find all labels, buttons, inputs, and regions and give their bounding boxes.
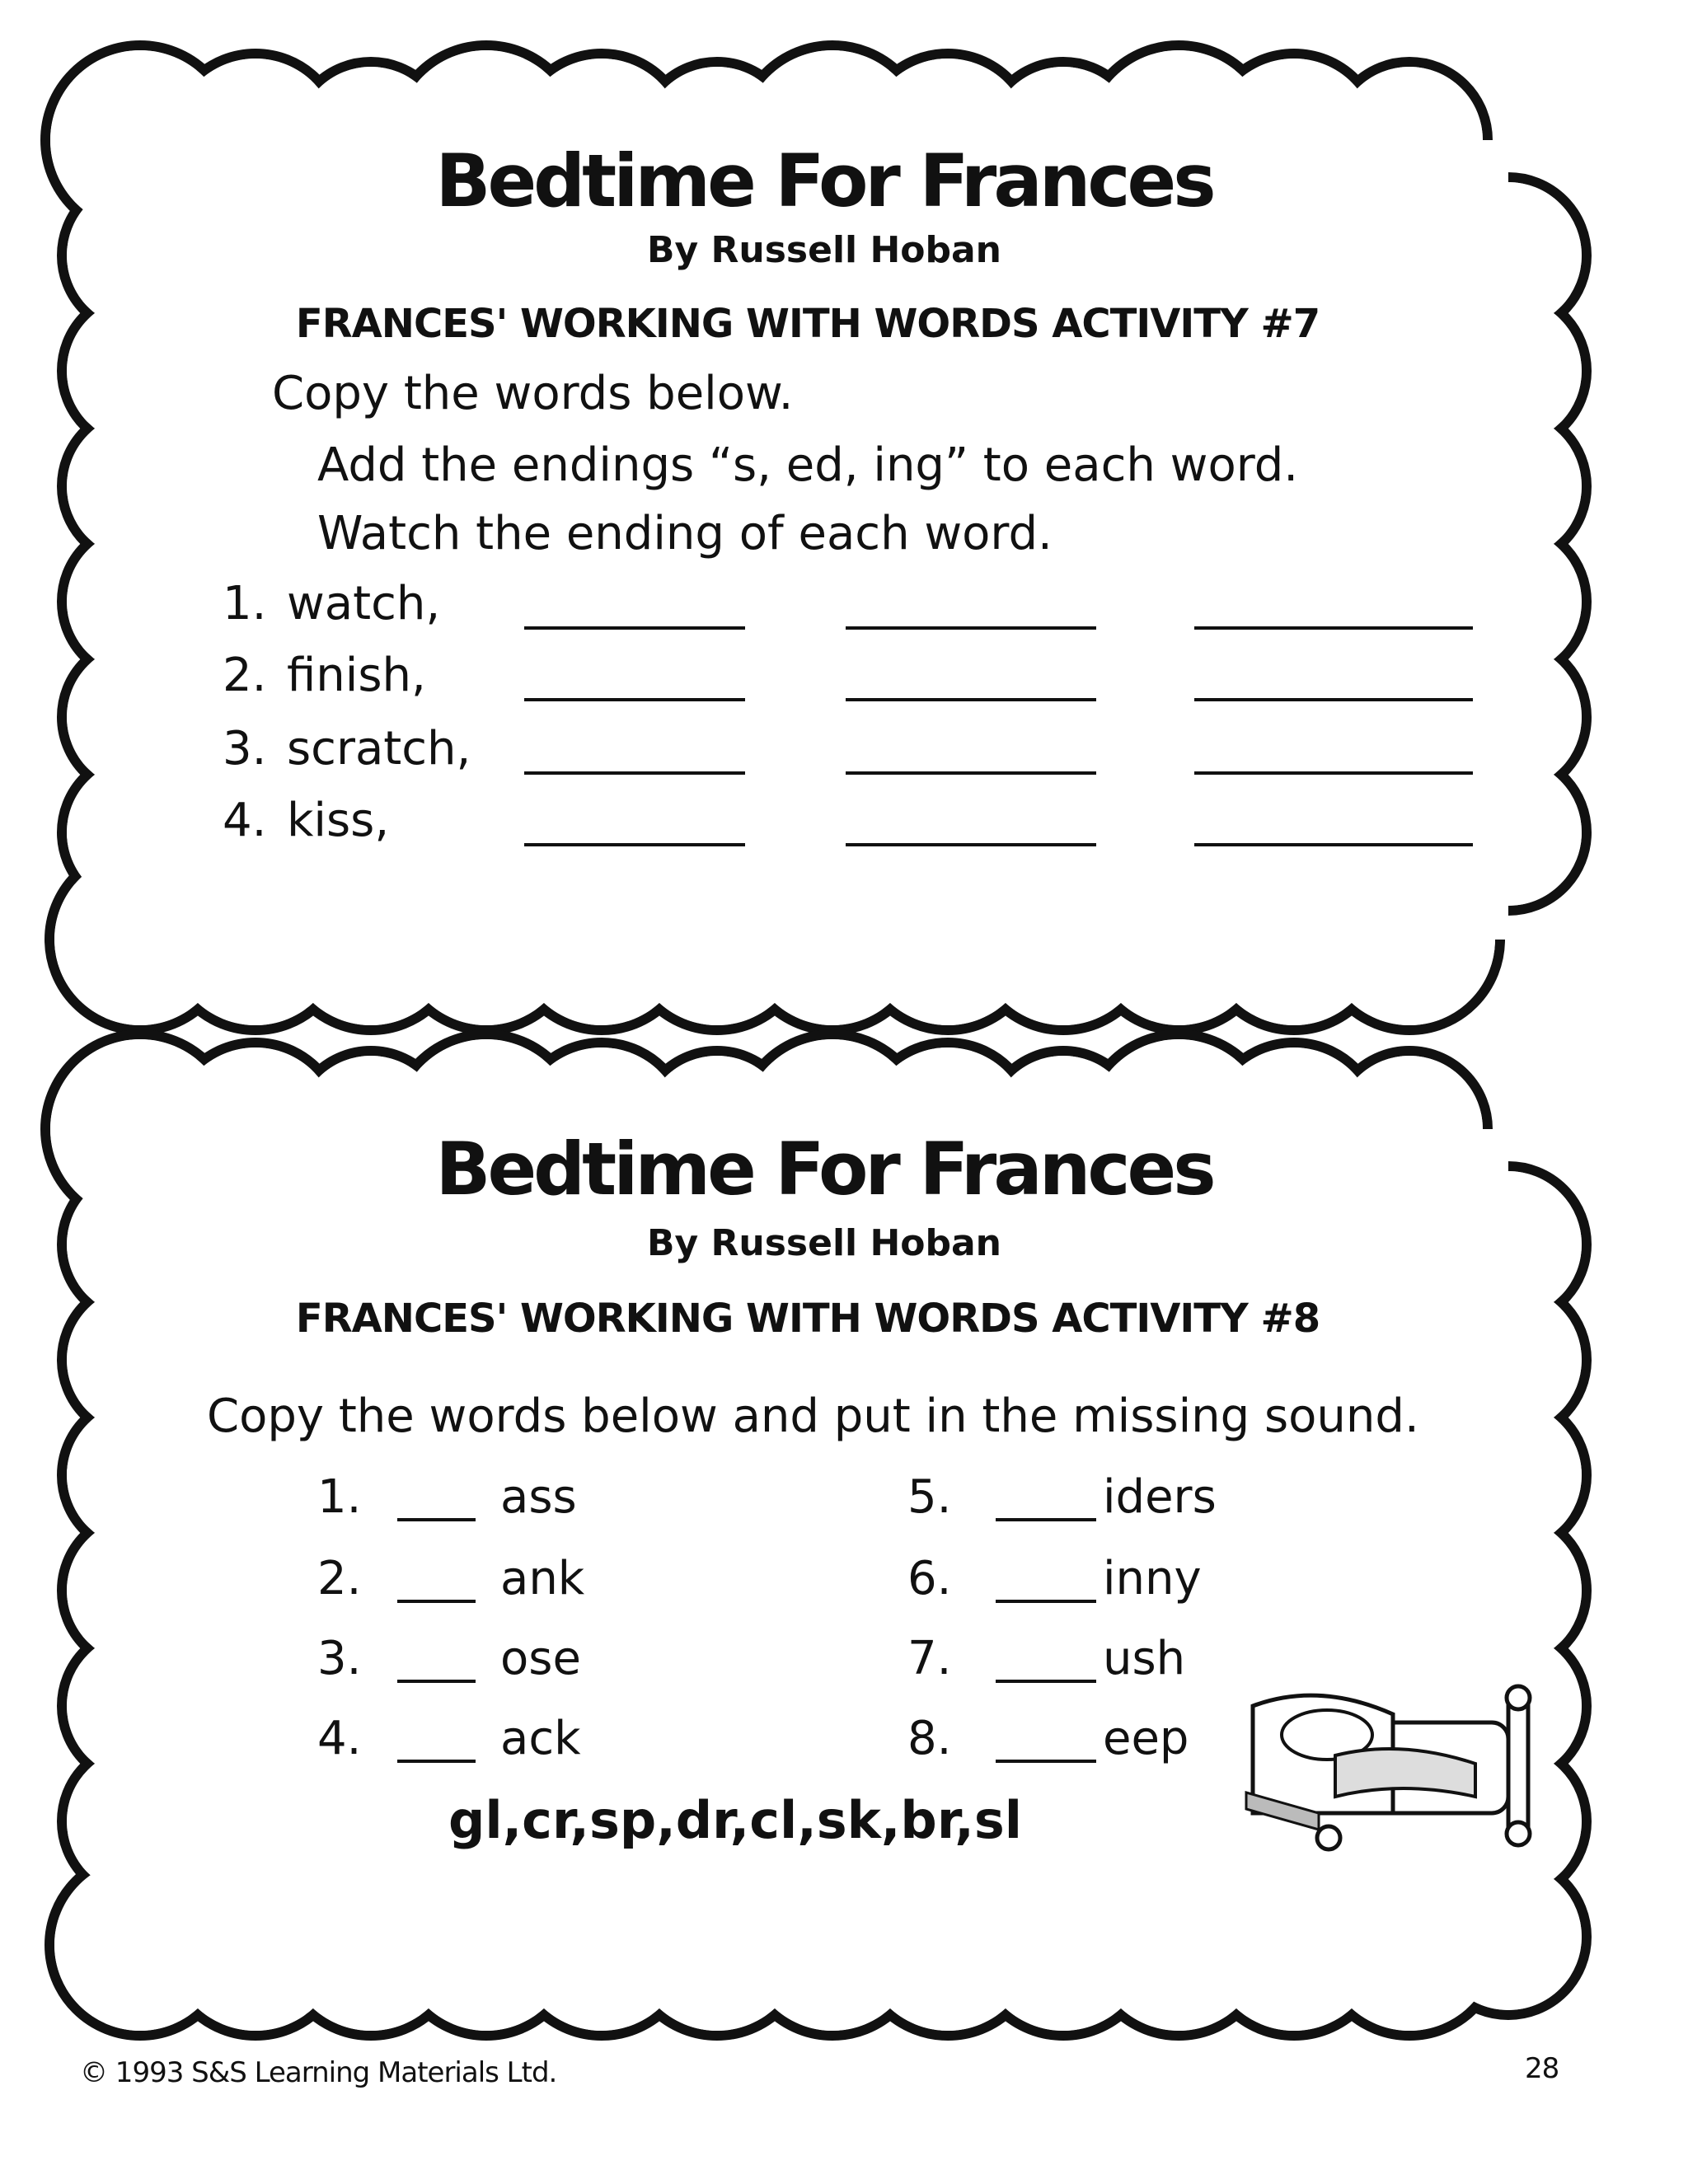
answer-blank-2[interactable] xyxy=(846,698,1096,701)
answer-blank-2[interactable] xyxy=(846,843,1096,846)
activity7-author: By Russell Hoban xyxy=(646,229,1002,271)
activity7-instruction-3: Watch the ending of each word. xyxy=(317,507,1053,560)
answer-blank-1[interactable] xyxy=(524,626,745,630)
answer-blank-1[interactable] xyxy=(524,771,745,775)
activity7-instruction-1: Copy the words below. xyxy=(272,367,794,420)
missing-sound-blank[interactable] xyxy=(397,1680,476,1683)
word-ending: ank xyxy=(500,1552,585,1605)
activity8-instruction: Copy the words below and put in the missing sound. xyxy=(207,1390,1419,1443)
item-number: 5. xyxy=(907,1470,952,1524)
activity8-author: By Russell Hoban xyxy=(646,1222,1002,1264)
answer-blank-3[interactable] xyxy=(1194,626,1473,630)
answer-blank-2[interactable] xyxy=(846,626,1096,630)
item-number: 1. xyxy=(223,577,267,630)
item-word: scratch, xyxy=(287,722,471,776)
activity8-title: Bedtime For Frances xyxy=(435,1127,1213,1212)
word-ending: inny xyxy=(1103,1552,1202,1605)
page-number: 28 xyxy=(1525,2052,1559,2085)
word-ending: ack xyxy=(500,1712,581,1765)
item-number: 6. xyxy=(907,1552,952,1605)
missing-sound-blank[interactable] xyxy=(996,1680,1096,1683)
word-ending: eep xyxy=(1103,1712,1189,1765)
item-number: 1. xyxy=(317,1470,362,1524)
item-word: watch, xyxy=(287,577,441,630)
item-number: 8. xyxy=(907,1712,952,1765)
missing-sound-blank[interactable] xyxy=(397,1760,476,1763)
item-number: 4. xyxy=(317,1712,362,1765)
activity7-title: Bedtime For Frances xyxy=(435,138,1213,223)
activity7-heading: FRANCES' WORKING WITH WORDS ACTIVITY #7 xyxy=(295,301,1320,347)
item-number: 7. xyxy=(907,1632,952,1685)
answer-blank-3[interactable] xyxy=(1194,843,1473,846)
item-word: kiss, xyxy=(287,794,390,847)
item-number: 3. xyxy=(317,1632,362,1685)
item-number: 4. xyxy=(223,794,267,847)
activity8-heading: FRANCES' WORKING WITH WORDS ACTIVITY #8 xyxy=(295,1296,1320,1342)
missing-sound-blank[interactable] xyxy=(996,1600,1096,1603)
answer-blank-1[interactable] xyxy=(524,698,745,701)
answer-blank-1[interactable] xyxy=(524,843,745,846)
item-word: finish, xyxy=(287,649,426,702)
word-ending: ush xyxy=(1103,1632,1186,1685)
answer-blank-2[interactable] xyxy=(846,771,1096,775)
copyright: © 1993 S&S Learning Materials Ltd. xyxy=(80,2056,557,2089)
missing-sound-blank[interactable] xyxy=(397,1600,476,1603)
word-bank: gl,cr,sp,dr,cl,sk,br,sl xyxy=(448,1790,1022,1850)
item-number: 3. xyxy=(223,722,267,776)
word-ending: iders xyxy=(1103,1470,1217,1524)
activity7-instruction-2: Add the endings “s, ed, ing” to each word. xyxy=(317,438,1299,492)
missing-sound-blank[interactable] xyxy=(397,1518,476,1521)
answer-blank-3[interactable] xyxy=(1194,698,1473,701)
word-ending: ass xyxy=(500,1470,577,1524)
item-number: 2. xyxy=(223,649,267,702)
missing-sound-blank[interactable] xyxy=(996,1760,1096,1763)
item-number: 2. xyxy=(317,1552,362,1605)
missing-sound-blank[interactable] xyxy=(996,1518,1096,1521)
word-ending: ose xyxy=(500,1632,581,1685)
answer-blank-3[interactable] xyxy=(1194,771,1473,775)
